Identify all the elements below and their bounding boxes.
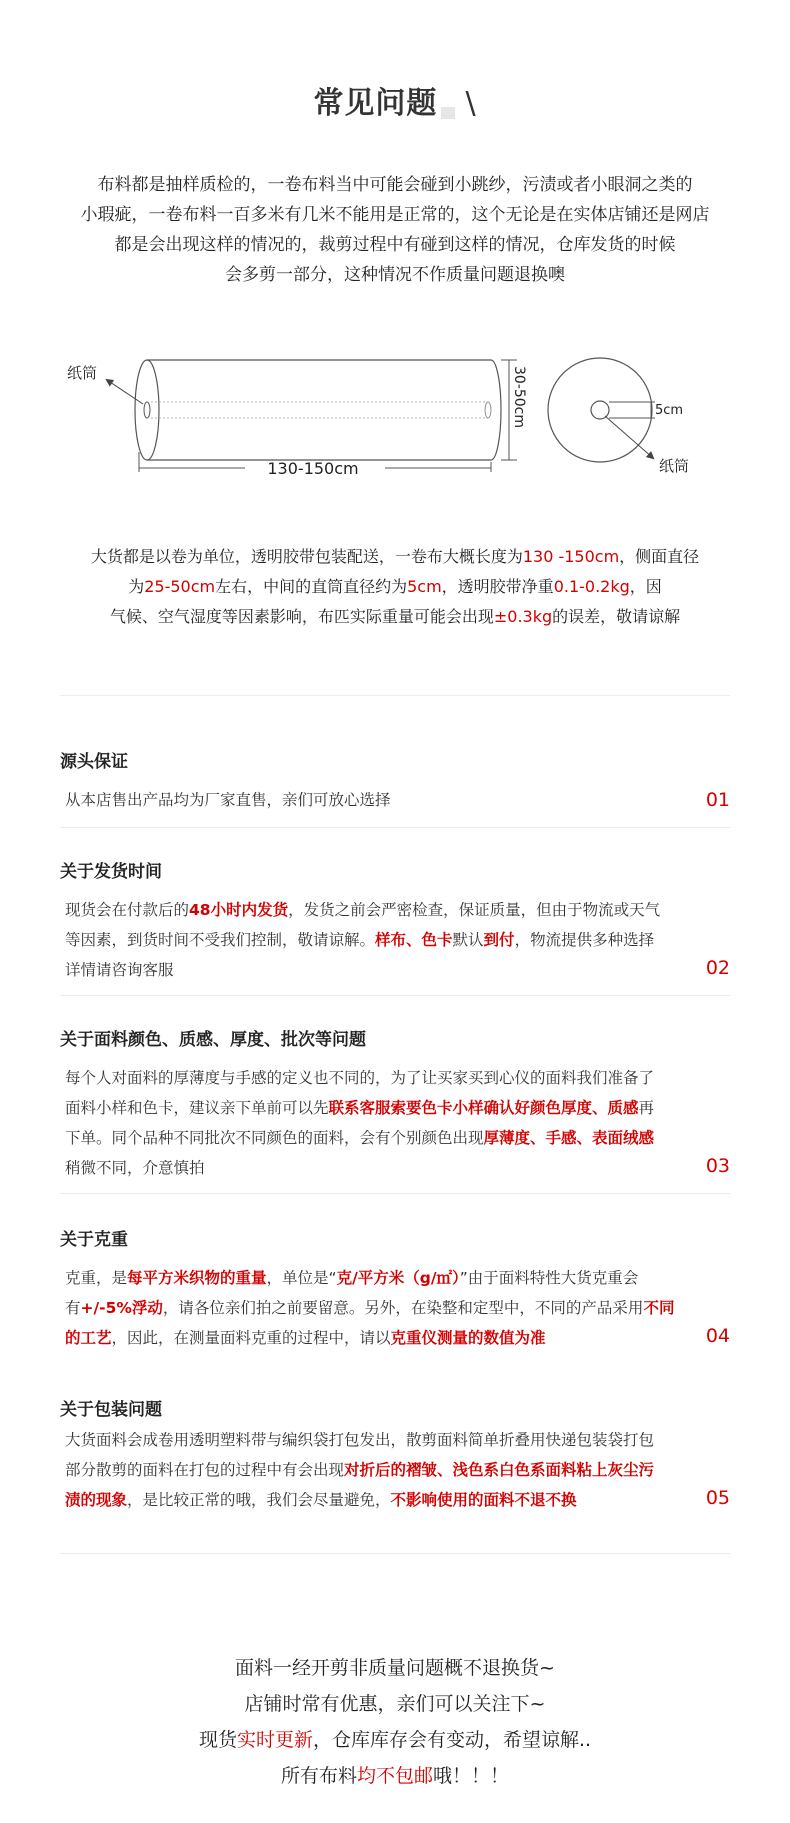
roll-side-view (135, 360, 501, 460)
section-number: 02 (705, 957, 730, 979)
intro-line: 布料都是抽样质检的，一卷布料当中可能会碰到小跳纱，污渍或者小眼洞之类的 (97, 175, 693, 195)
label-tube-right: 纸筒 (659, 457, 690, 475)
decor-square (441, 107, 455, 119)
footer-line: 店铺时常有优惠，亲们可以关注下~ (244, 1693, 546, 1715)
faq-section-source (60, 747, 730, 827)
desc-line: 大货都是以卷为单位，透明胶带包装配送，一卷布大概长度为130 -150cm，侧面直径 (90, 547, 700, 566)
section-heading: 源头保证 (60, 752, 128, 772)
faq-section-packaging (60, 1395, 730, 1525)
divider (60, 1553, 730, 1554)
intro-line: 会多剪一部分，这种情况不作质量问题退换噢 (225, 265, 565, 285)
section-heading: 关于面料颜色、质感、厚度、批次等问题 (60, 1030, 366, 1050)
section-heading: 关于包装问题 (60, 1400, 162, 1420)
title-decoration: \ (465, 86, 477, 121)
label-length: 130-150cm (267, 459, 359, 478)
footer-notice (0, 1650, 790, 1794)
section-body: 每个人对面料的厚薄度与手感的定义也不同的，为了让买家买到心仪的面料我们准备了 面料小样和色卡，建议亲下单前可以先联系客服索要色卡小样确认好颜色厚度、质感再 下单。同个品种不同批次不同颜色的面料，会有个别颜色出现厚薄度、手感、表面绒感 稍微不同，介意慎拍 (65, 1069, 655, 1177)
label-tube-left: 纸筒 (67, 364, 98, 382)
section-heading: 关于克重 (60, 1230, 128, 1250)
faq-section-fabric (60, 1025, 730, 1185)
fabric-roll-svg (55, 340, 745, 500)
section-body: 现货会在付款后的48小时内发货，发货之前会严密检查，保证质量，但由于物流或天气 等因素，到货时间不受我们控制，敬请谅解。样布、色卡默认到付，物流提供多种选择 详情请咨询客服 (65, 901, 661, 979)
roll-end-view (548, 358, 655, 462)
label-diameter: 30-50cm (511, 366, 527, 429)
intro-line: 都是会出现这样的情况的，裁剪过程中有碰到这样的情况，仓库发货的时候 (114, 235, 676, 255)
fabric-roll-diagram (55, 340, 745, 500)
section-body: 克重，是每平方米织物的重量，单位是“克/平方米（g/㎡）”由于面料特性大货克重会 有+/-5%浮动，请各位亲们拍之前要留意。另外，在染整和定型中，不同的产品采用不同 的工艺，因此，在测量面料克重的过程中，请以克重仪测量的数值为准 (65, 1269, 675, 1347)
faq-section-weight (60, 1225, 730, 1355)
section-body: 从本店售出产品均为厂家直售，亲们可放心选择 (65, 791, 391, 809)
section-body: 大货面料会成卷用透明塑料带与编织袋打包发出，散剪面料简单折叠用快递包装袋打包 部分散剪的面料在打包的过程中有会出现对折后的褶皱、浅色系白色系面料粘上灰尘污 渍的现象，是比较正常的哦，我们会尽量避免，不影响使用的面料不退不换 (65, 1431, 655, 1509)
roll-description (70, 542, 720, 632)
desc-line: 为25-50cm左右，中间的直筒直径约为5cm，透明胶带净重0.1-0.2kg，因 (128, 577, 662, 596)
label-core: 5cm (655, 403, 684, 418)
section-number: 03 (705, 1155, 730, 1177)
faq-section-shipping (60, 857, 730, 987)
page-title-text: 常见问题 (313, 86, 438, 121)
intro-paragraph (60, 170, 730, 290)
section-number: 05 (705, 1487, 730, 1509)
intro-line: 小瑕疵，一卷布料一百多米有几米不能用是正常的，这个无论是在实体店铺还是网店 (80, 205, 710, 225)
desc-line: 气候、空气湿度等因素影响，布匹实际重量可能会出现±0.3kg的误差，敬请谅解 (109, 607, 681, 626)
footer-line: 现货实时更新，仓库库存会有变动，希望谅解.. (198, 1729, 592, 1751)
divider (60, 995, 730, 996)
page-title (0, 78, 790, 122)
section-heading: 关于发货时间 (60, 862, 162, 882)
footer-line: 所有布料均不包邮哦！！！ (280, 1765, 510, 1787)
section-number: 01 (705, 789, 730, 811)
footer-line: 面料一经开剪非质量问题概不退换货~ (235, 1657, 555, 1679)
divider (60, 1193, 730, 1194)
divider (60, 695, 730, 696)
section-number: 04 (705, 1325, 730, 1347)
divider (60, 827, 730, 828)
